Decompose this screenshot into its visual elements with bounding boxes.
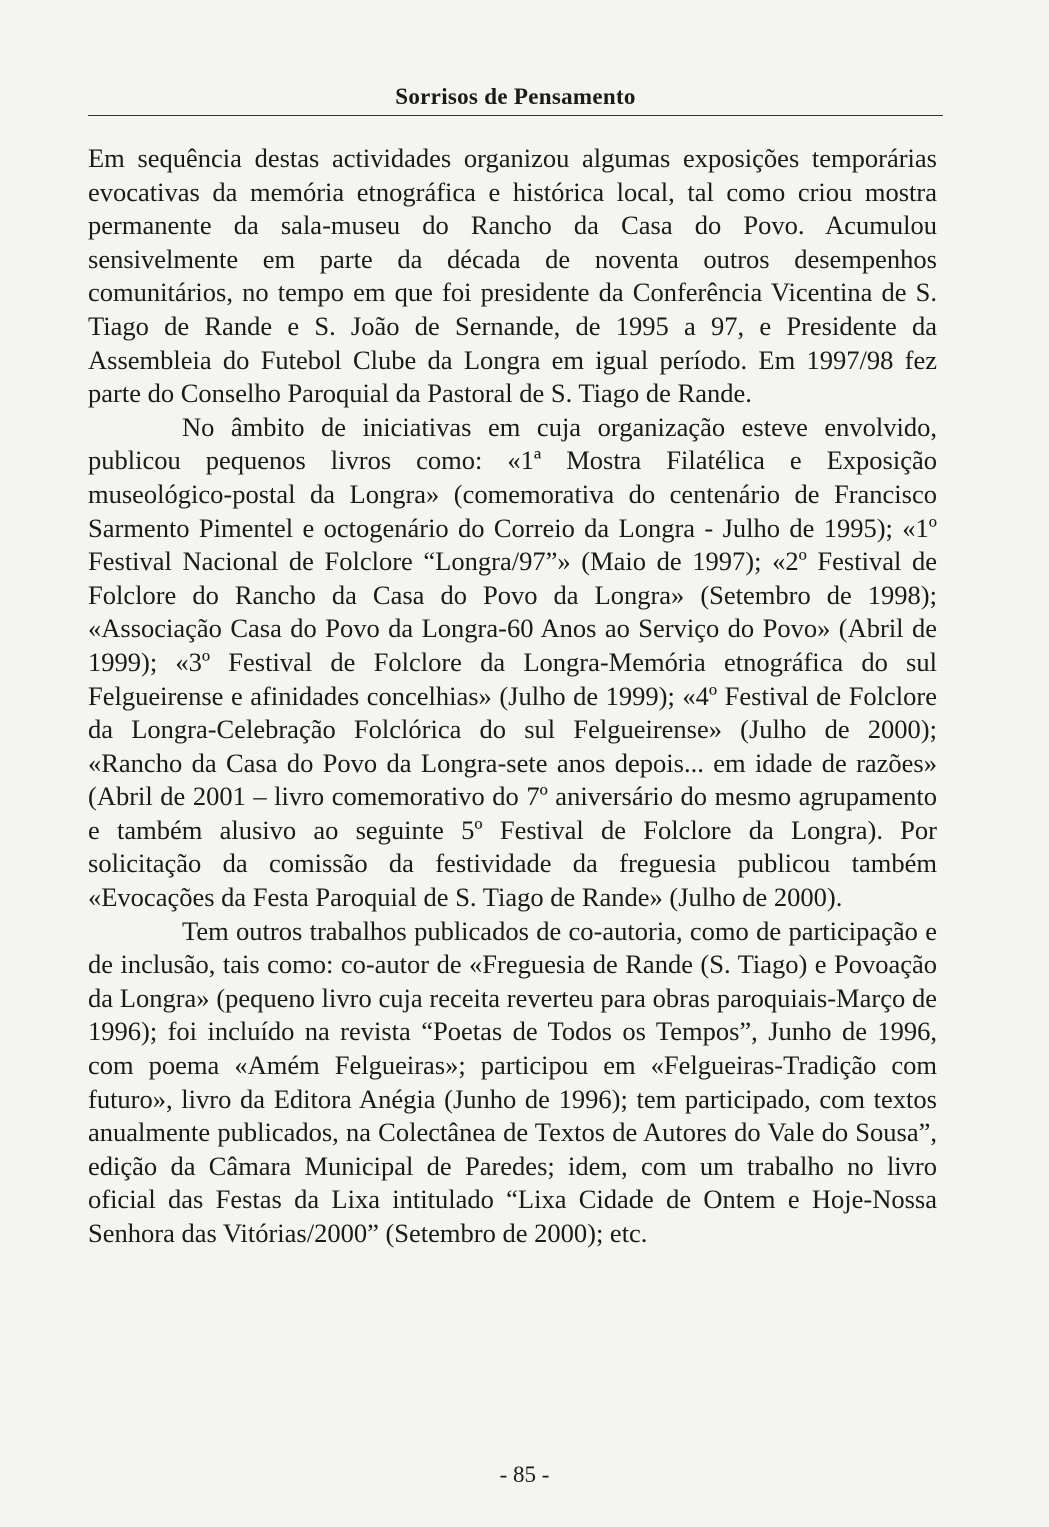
page-header — [88, 84, 943, 110]
body-text — [88, 142, 937, 1251]
header-divider — [88, 115, 943, 116]
paragraph-1: Em sequência destas actividades organizou algumas exposições temporárias evocativas da memória etnográfica e histórica local, tal como criou mostra permanente da sala-museu do Rancho da Casa do Povo. Acumulou sensivelmente em parte da década de noventa outros desempenhos comunitários, no tempo em que foi presidente da Conferência Vicentina de S. Tiago de Rande e S. João de Sernande, de 1995 a 97, e Presidente da Assembleia do Futebol Clube da Longra em igual período. Em 1997/98 fez parte do Conselho Paroquial da Pastoral de S. Tiago de Rande. — [88, 143, 937, 409]
page-number: - 85 - — [499, 1462, 550, 1487]
paragraph-2: No âmbito de iniciativas em cuja organização esteve envolvido, publicou pequenos livros como: «1ª Mostra Filatélica e Exposição museológico-postal da Longra» (comemorativa do centenário de Francisco Sarmento Pimentel e octogenário do Correio da Longra - Julho de 1995); «1º Festival Nacional de Folclore “Longra/97”» (Maio de 1997); «2º Festival de Folclore do Rancho da Casa do Povo da Longra» (Setembro de 1998); «Associação Casa do Povo da Longra-60 Anos ao Serviço do Povo» (Abril de 1999); «3º Festival de Folclore da Longra-Memória etnográfica do sul Felgueirense e afinidades concelhias» (Julho de 1999); «4º Festival de Folclore da Longra-Celebração Folclórica do sul Felgueirense» (Julho de 2000); «Rancho da Casa do Povo da Longra-sete anos depois... em idade de razões» (Abril de 2001 – livro comemorativo do 7º aniversário do mesmo agrupamento e também alusivo ao seguinte 5º Festival de Folclore da Longra). Por solicitação da comissão da festividade da freguesia publicou também «Evocações da Festa Paroquial de S. Tiago de Rande» (Julho de 2000). — [88, 411, 937, 913]
running-title: Sorrisos de Pensamento — [395, 84, 636, 109]
paragraph-3: Tem outros trabalhos publicados de co-autoria, como de participação e de inclusão, tais como: co-autor de «Freguesia de Rande (S. Tiago) e Povoação da Longra» (pequeno livro cuja receita reverteu para obras paroquiais-Março de 1996); foi incluído na revista “Poetas de Todos os Tempos”, Junho de 1996, com poema «Amém Felgueiras»; participou em «Felgueiras-Tradição com futuro», livro da Editora Anégia (Junho de 1996); tem participado, com textos anualmente publicados, na Colectânea de Textos de Autores do Vale do Sousa”, edição da Câmara Municipal de Paredes; idem, com um trabalho no livro oficial das Festas da Lixa intitulado “Lixa Cidade de Ontem e Hoje-Nossa Senhora das Vitórias/2000” (Setembro de 2000); etc. — [88, 915, 937, 1248]
